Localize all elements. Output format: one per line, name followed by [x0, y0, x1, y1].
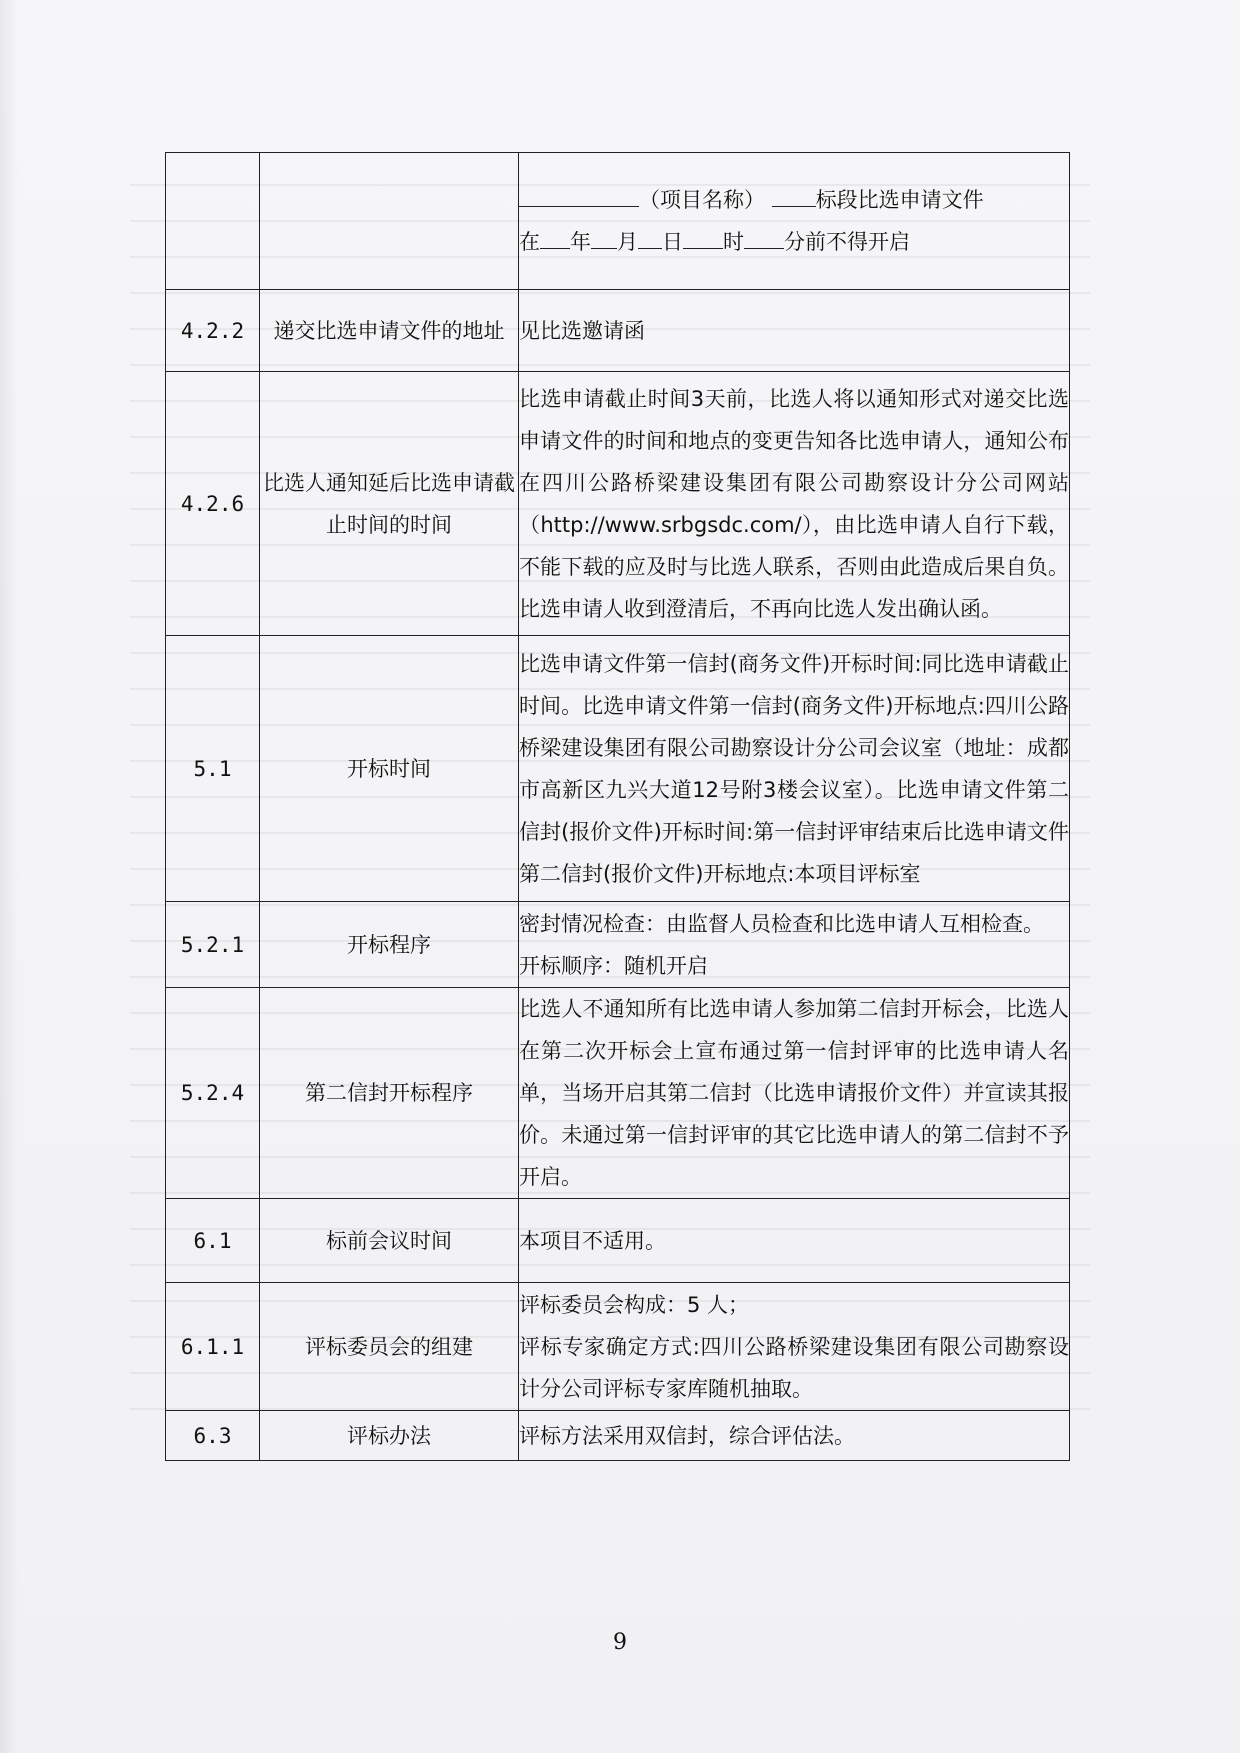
- table-row: [166, 1283, 1070, 1411]
- row-content-cell: 比选申请截止时间3天前，比选人将以通知形式对递交比选申请文件的时间和地点的变更告知各比选申请人，通知公布在四川公路桥梁建设集团有限公司勘察设计分公司网站（http://www.srbgsdc.com/），由比选申请人自行下载，不能下载的应及时与比选人联系，否则由此造成后果自负。比选申请人收到澄清后，不再向比选人发出确认函。: [519, 372, 1070, 636]
- table-row: [166, 153, 1070, 290]
- bidding-info-table: [165, 152, 1070, 1461]
- content-line: 评标专家确定方式:四川公路桥梁建设集团有限公司勘察设计分公司评标专家库随机抽取。: [519, 1334, 1069, 1401]
- row-name-cell: 第二信封开标程序: [260, 988, 519, 1199]
- row-content-cell: 评标方法采用双信封，综合评估法。: [519, 1411, 1070, 1461]
- row-number-cell: 5.2.4: [166, 988, 260, 1199]
- table-row: [166, 1199, 1070, 1283]
- table-row: [166, 290, 1070, 372]
- row-number-cell: 4.2.2: [166, 290, 260, 372]
- row-content-cell: [519, 153, 1070, 290]
- row-content-cell: 比选人不通知所有比选申请人参加第二信封开标会，比选人在第二次开标会上宣布通过第一信封评审的比选申请人名单，当场开启其第二信封（比选申请报价文件）并宣读其报价。未通过第一信封评审的其它比选申请人的第二信封不予开启。: [519, 988, 1070, 1199]
- row-name-cell: 比选人通知延后比选申请截止时间的时间: [260, 372, 519, 636]
- row-name-cell: 递交比选申请文件的地址: [260, 290, 519, 372]
- row-number-cell: 5.1: [166, 636, 260, 902]
- row-name-cell: 标前会议时间: [260, 1199, 519, 1283]
- row-content-cell: 本项目不适用。: [519, 1199, 1070, 1283]
- row-number-cell: [166, 153, 260, 290]
- row-name-cell: 评标办法: [260, 1411, 519, 1461]
- seal-label-line-2: 在 年 月 日 时 分前不得开启: [519, 221, 1069, 263]
- table-row: [166, 988, 1070, 1199]
- page-number: 9: [613, 1630, 627, 1655]
- scan-shadow: [0, 0, 18, 1753]
- row-name-cell: 评标委员会的组建: [260, 1283, 519, 1411]
- table-row: [166, 902, 1070, 988]
- table-row: [166, 372, 1070, 636]
- content-line: 评标委员会构成：5 人；: [519, 1292, 750, 1317]
- table-row: [166, 636, 1070, 902]
- row-number-cell: 6.1.1: [166, 1283, 260, 1411]
- content-line: 开标顺序：随机开启: [519, 953, 708, 978]
- row-content-cell: [519, 902, 1070, 988]
- row-content-cell: [519, 1283, 1070, 1411]
- seal-label-line-1: （项目名称） 标段比选申请文件: [519, 179, 1069, 221]
- row-name-cell: 开标时间: [260, 636, 519, 902]
- row-content-cell: 比选申请文件第一信封(商务文件)开标时间:同比选申请截止时间。比选申请文件第一信封(商务文件)开标地点:四川公路桥梁建设集团有限公司勘察设计分公司会议室（地址：成都市高新区九兴大道12号附3楼会议室）。比选申请文件第二信封(报价文件)开标时间:第一信封评审结束后比选申请文件第二信封(报价文件)开标地点:本项目评标室: [519, 636, 1070, 902]
- row-number-cell: 4.2.6: [166, 372, 260, 636]
- row-content-cell: 见比选邀请函: [519, 290, 1070, 372]
- row-name-cell: [260, 153, 519, 290]
- row-number-cell: 6.1: [166, 1199, 260, 1283]
- row-number-cell: 5.2.1: [166, 902, 260, 988]
- row-name-cell: 开标程序: [260, 902, 519, 988]
- table-row: [166, 1411, 1070, 1461]
- content-line: 密封情况检查：由监督人员检查和比选申请人互相检查。: [519, 911, 1044, 936]
- row-number-cell: 6.3: [166, 1411, 260, 1461]
